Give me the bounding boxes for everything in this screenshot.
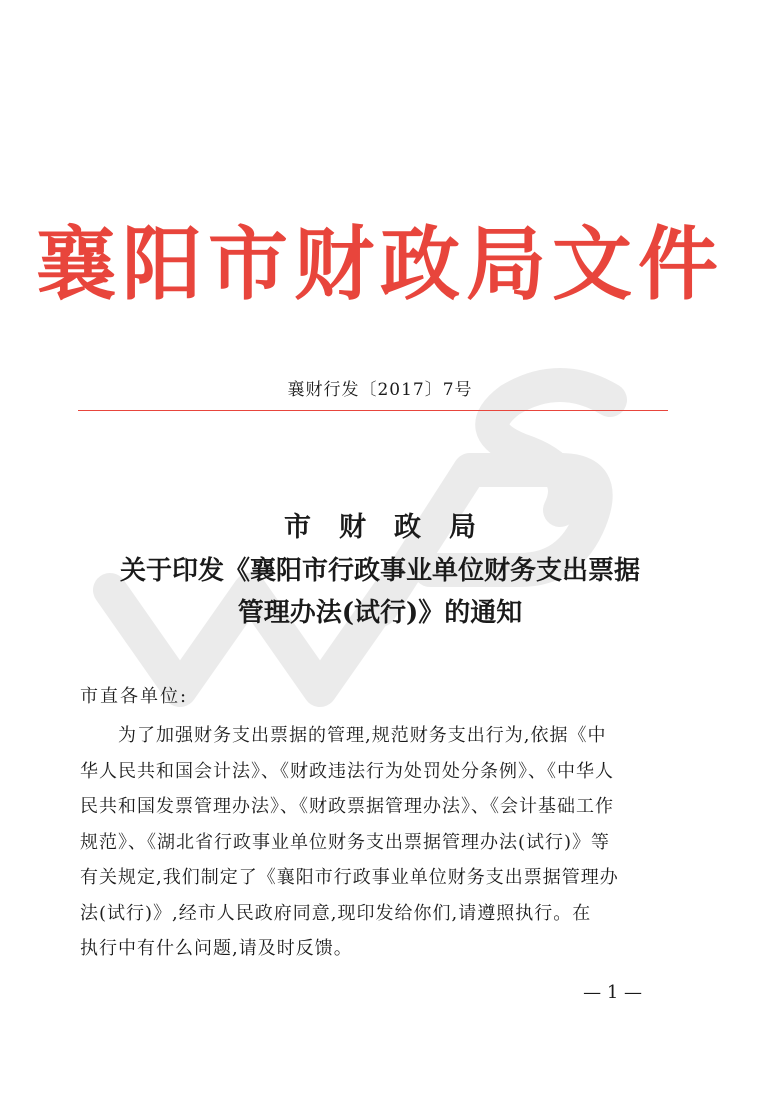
issuer-heading: 市财政局 (284, 512, 504, 543)
red-divider-line (78, 410, 668, 411)
body-line: 为了加强财务支出票据的管理,规范财务支出行为,依据《中 (118, 725, 607, 746)
body-paragraph (80, 718, 670, 967)
notice-title-line: 关于印发《襄阳市行政事业单位财务支出票据 (119, 556, 640, 586)
body-line: 法(试行)》,经市人民政府同意,现印发给你们,请遵照执行。在 (80, 902, 592, 924)
page-number: — 1 — (583, 982, 642, 1003)
masthead-title: 襄阳市财政局文件 (36, 217, 724, 311)
notice-title (0, 550, 760, 634)
salutation: 市直各单位: (80, 686, 189, 707)
body-line: 执行中有什么问题,请及时反馈。 (80, 938, 353, 959)
document-number: 襄财行发〔2017〕7号 (287, 380, 473, 400)
notice-title-line: 管理办法(试行)》的通知 (237, 598, 523, 628)
body-line: 华人民共和国会计法》、《财政违法行为处罚处分条例》、《中华人 (80, 760, 614, 782)
body-line: 有关规定,我们制定了《襄阳市行政事业单位财务支出票据管理办 (80, 867, 619, 888)
body-line: 民共和国发票管理办法》、《财政票据管理办法》、《会计基础工作 (80, 796, 614, 817)
body-line: 规范》、《湖北省行政事业单位财务支出票据管理办法(试行)》等 (80, 831, 611, 853)
